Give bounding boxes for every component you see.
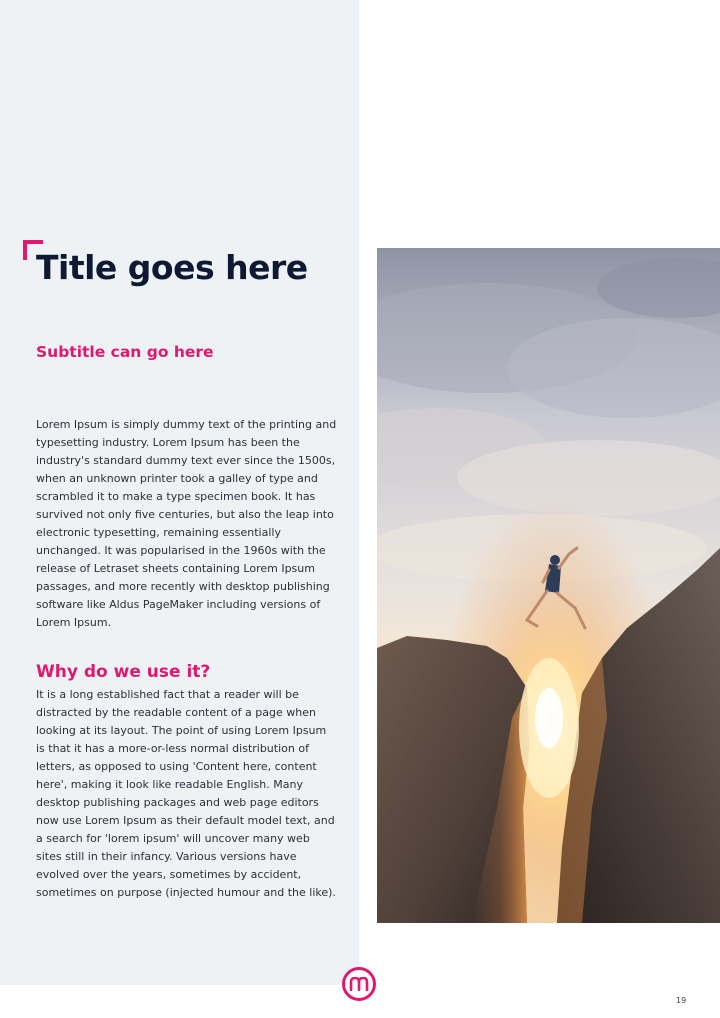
intro-paragraph: Lorem Ipsum is simply dummy text of the printing and typesetting industry. Lorem Ipsum has been the industry's standard dummy text ever since the 1500s, when an unknown printer took a galley of type and scrambled it to make a type specimen book. It has survived not only five centuries, but also the leap into electronic typesetting, remaining essentially unchanged. It was popularised in the 1960s with the release of Letraset sheets containing Lorem Ipsum passages, and more recently with desktop publishing software like Aldus PageMaker including versions of Lorem Ipsum. [36,418,337,629]
section-heading: Why do we use it? [36,662,211,682]
hero-photo [377,248,720,923]
cliff-jump-photo [377,248,720,923]
page-title: Title goes here [36,248,308,287]
section-paragraph: It is a long established fact that a reader will be distracted by the readable content of a page when looking at its layout. The point of using Lorem Ipsum is that it has a more-or-less normal distribution of letters, as opposed to using 'Content here, content here', making it look like readable English. Many desktop publishing packages and web page editors now use Lorem Ipsum as their default model text, and a search for 'lorem ipsum' will uncover many web sites still in their infancy. Various versions have evolved over the years, sometimes by accident, sometimes on purpose (injected humour and the like). [36,688,336,899]
page-subtitle: Subtitle can go here [36,343,214,361]
page-number: 19 [676,996,687,1005]
m-logo-icon [342,967,376,1001]
